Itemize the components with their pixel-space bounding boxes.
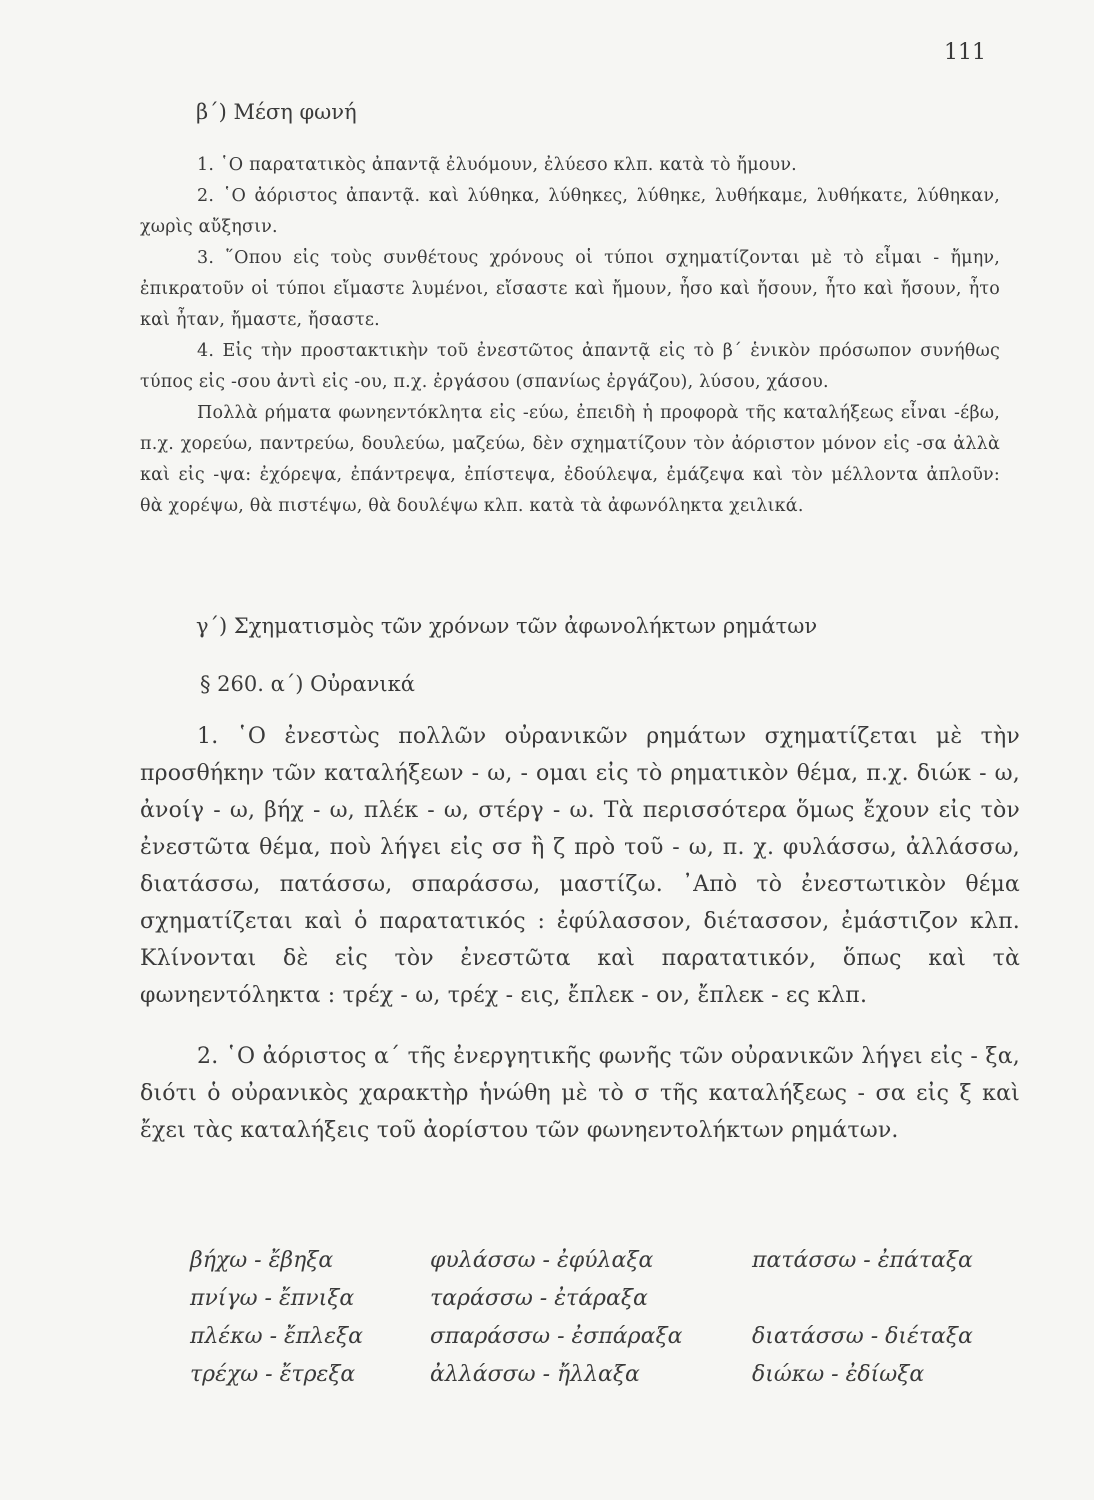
- example-cell: διώκω - ἐδίωξα: [752, 1362, 925, 1387]
- ouranika-section: [140, 718, 1020, 1149]
- example-cell: πατάσσω - ἐπάταξα: [752, 1248, 973, 1273]
- example-cell: φυλάσσω - ἐφύλαξα: [430, 1248, 654, 1273]
- example-cell: σπαράσσω - ἐσπάραξα: [430, 1324, 683, 1349]
- example-cell: πλέκω - ἔπλεξα: [190, 1324, 363, 1349]
- example-cell: διατάσσω - διέταξα: [752, 1324, 973, 1349]
- heading-middle-voice: β΄) Μέση φωνή: [196, 100, 357, 124]
- rule-paragraph: Πολλὰ ρήματα φωνηεντόκλητα εἰς -εύω, ἐπειδὴ ἡ προφορὰ τῆς καταλήξεως εἶναι -έβω, π.χ. χορεύω, παντρεύω, δουλεύω, μαζεύω, δὲν σχηματίζουν τὸν ἀόριστον μόνον εἰς -σα ἀλλὰ καὶ εἰς -ψα: ἐχόρεψα, ἐπάντρεψα, ἐπίστεψα, ἐδούλεψα, ἐμάζεψα καὶ τὸν μέλλοντα ἀπλοῦν: θὰ χορέψω, θὰ πιστέψω, θὰ δουλέψω κλπ. κατὰ τὰ ἀφωνόληκτα χειλικά.: [140, 403, 1000, 516]
- example-cell: τρέχω - ἔτρεξα: [190, 1362, 356, 1387]
- example-cell: πνίγω - ἔπνιξα: [190, 1286, 355, 1311]
- rule-paragraph: 2. ῾Ο ἀόριστος ἀπαντᾷ. καὶ λύθηκα, λύθηκες, λύθηκε, λυθήκαμε, λυθήκατε, λύθηκαν, χωρὶς αὔξησιν.: [140, 186, 1000, 237]
- rule-paragraph: 3. ῞Οπου εἰς τοὺς συνθέτους χρόνους οἱ τύποι σχηματίζονται μὲ τὸ εἶμαι - ἤμην, ἐπικρατοῦν οἱ τύποι εἴμαστε λυμένοι, εἴσαστε καὶ ἤμουν, ἦσο καὶ ἤσουν, ἦτο καὶ ἤσουν, ἦτο καὶ ἦταν, ἤμαστε, ἤσαστε.: [140, 248, 1000, 330]
- rule-paragraph: 1. ῾Ο ἐνεστὼς πολλῶν οὐρανικῶν ρημάτων σχηματίζεται μὲ τὴν προσθήκην τῶν καταλήξεων - ω, - ομαι εἰς τὸ ρηματικὸν θέμα, π.χ. διώκ - ω, ἀνοίγ - ω, βήχ - ω, πλέκ - ω, στέργ - ω. Τὰ περισσότερα ὅμως ἔχουν εἰς τὸν ἐνεστῶτα θέμα, ποὺ λήγει εἰς σσ ἢ ζ πρὸ τοῦ - ω, π. χ. φυλάσσω, ἀλλάσσω, διατάσσω, πατάσσω, σπαράσσω, μαστίζω. ᾿Απὸ τὸ ἐνεστωτικὸν θέμα σχηματίζεται καὶ ὁ παρατατικός : ἐφύλασσον, διέτασσον, ἐμάστιζον κλπ. Κλίνονται δὲ εἰς τὸν ἐνεστῶτα καὶ παρατατικόν, ὅπως καὶ τὰ φωνηεντόληκτα : τρέχ - ω, τρέχ - εις, ἔπλεκ - ον, ἔπλεκ - ες κλπ.: [140, 724, 1020, 1008]
- example-cell: βήχω - ἔβηξα: [190, 1248, 334, 1273]
- rule-paragraph: 1. ῾Ο παρατατικὸς ἀπαντᾷ ἐλυόμουν, ἐλύεσο κλπ. κατὰ τὸ ἤμουν.: [197, 155, 797, 175]
- rule-paragraph: 4. Εἰς τὴν προστακτικὴν τοῦ ἐνεστῶτος ἀπαντᾷ εἰς τὸ β΄ ἑνικὸν πρόσωπον συνήθως τύπος εἰς -σου ἀντὶ εἰς -ου, π.χ. ἐργάσου (σπανίως ἐργάζου), λύσου, χάσου.: [140, 341, 1000, 392]
- page-number: 111: [944, 40, 986, 65]
- heading-aphonolikta: γ΄) Σχηματισμὸς τῶν χρόνων τῶν ἀφωνολήκτων ρημάτων: [196, 614, 818, 638]
- middle-voice-section: [140, 150, 1000, 522]
- rule-paragraph: 2. ῾Ο ἀόριστος α΄ τῆς ἐνεργητικῆς φωνῆς τῶν οὐρανικῶν λήγει εἰς - ξα, διότι ὁ οὐρανικὸς χαρακτὴρ ἡνώθη μὲ τὸ σ τῆς καταλήξεως - σα εἰς ξ καὶ ἔχει τὰς καταλήξεις τοῦ ἀορίστου τῶν φωνηεντολήκτων ρημάτων.: [140, 1044, 1020, 1143]
- section-title: § 260. α΄) Οὐρανικά: [200, 672, 415, 696]
- example-cell: ἀλλάσσω - ἤλλαξα: [430, 1362, 640, 1387]
- example-cell: ταράσσω - ἐτάραξα: [430, 1286, 648, 1311]
